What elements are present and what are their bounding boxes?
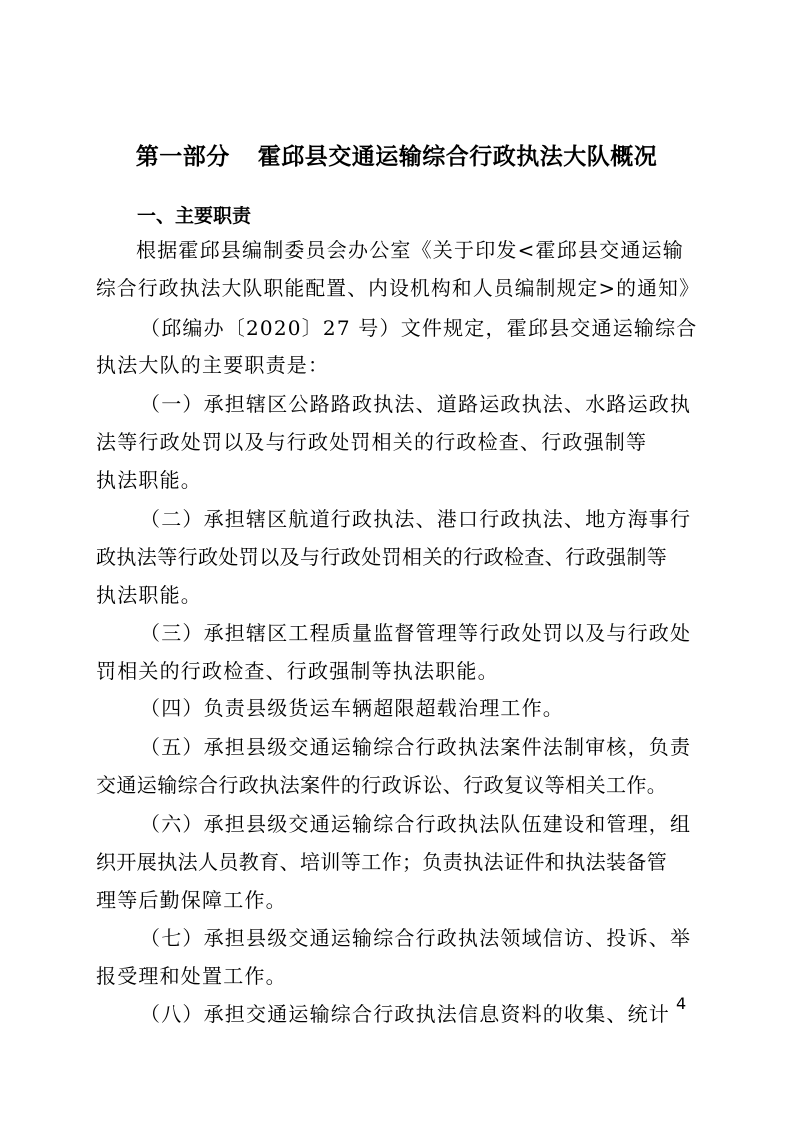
paragraph-line: （三）承担辖区工程质量监督管理等行政处罚以及与行政处: [140, 621, 692, 645]
paragraph-line: 执法职能。: [96, 583, 202, 607]
paragraph-line: （七）承担县级交通运输综合行政执法领域信访、投诉、举: [140, 926, 692, 950]
paragraph-line: 执法职能。: [96, 468, 202, 492]
paragraph-line: （五）承担县级交通运输综合行政执法案件法制审核，负责: [140, 735, 692, 759]
paragraph-line: 理等后勤保障工作。: [96, 888, 287, 912]
title-main: 霍邱县交通运输综合行政执法大队概况: [257, 143, 658, 170]
paragraph-line: （四）负责县级货运车辆超限超载治理工作。: [140, 696, 564, 720]
paragraph-line: （二）承担辖区航道行政执法、港口行政执法、地方海事行: [140, 507, 692, 531]
paragraph-line: 综合行政执法大队职能配置、内设机构和人员编制规定>的通知》: [96, 276, 700, 300]
paragraph-line: 执法大队的主要职责是：: [96, 353, 330, 377]
paragraph-line: （六）承担县级交通运输综合行政执法队伍建设和管理，组: [140, 812, 692, 836]
paragraph-line: 交通运输综合行政执法案件的行政诉讼、行政复议等相关工作。: [96, 773, 668, 797]
paragraph-line: （一）承担辖区公路路政执法、道路运政执法、水路运政执: [140, 392, 692, 416]
paragraph-line: 根据霍邱县编制委员会办公室《关于印发<霍邱县交通运输: [136, 238, 684, 262]
paragraph-line: 织开展执法人员教育、培训等工作；负责执法证件和执法装备管: [96, 850, 668, 874]
paragraph-line: 政执法等行政处罚以及与行政处罚相关的行政检查、行政强制等: [96, 545, 668, 569]
paragraph-line: （八）承担交通运输综合行政执法信息资料的收集、统计: [140, 1002, 670, 1026]
paragraph-line: 报受理和处置工作。: [96, 964, 287, 988]
paragraph-line: （邱编办〔2020〕27 号）文件规定，霍邱县交通运输综合: [140, 316, 698, 340]
title-part: 第一部分: [135, 143, 230, 170]
page-number: 4: [676, 994, 687, 1013]
section-heading: 一、主要职责: [137, 205, 252, 227]
page-title: [0, 138, 793, 171]
paragraph-line: 法等行政处罚以及与行政处罚相关的行政检查、行政强制等: [96, 430, 648, 454]
paragraph-line: 罚相关的行政检查、行政强制等执法职能。: [96, 659, 499, 683]
